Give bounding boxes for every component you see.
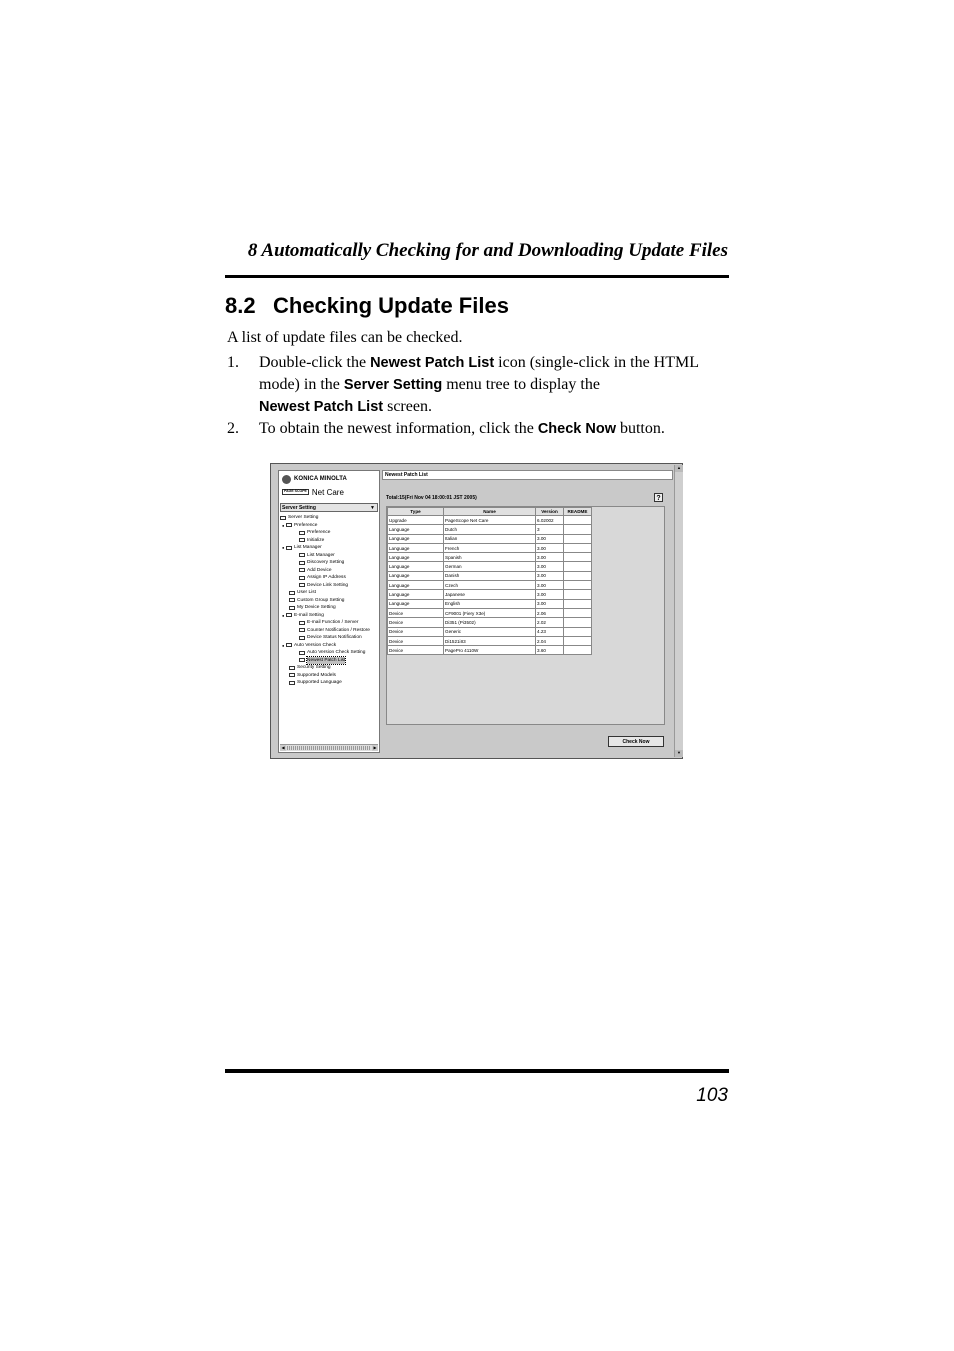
table-cell: 2.02: [536, 618, 564, 627]
table-cell: Language: [388, 581, 444, 590]
step-text: [259, 352, 719, 418]
table-cell: [564, 543, 592, 552]
add-device-icon: [299, 568, 305, 572]
tree-item-assign-ip[interactable]: Assign IP Address: [299, 574, 346, 581]
folder-icon: [286, 546, 292, 550]
table-row[interactable]: [388, 599, 592, 608]
table-cell: English: [444, 599, 536, 608]
tree-item-supported-language[interactable]: Supported Language: [289, 679, 342, 686]
table-row[interactable]: [388, 618, 592, 627]
table-cell: Spanish: [444, 553, 536, 562]
intro-text: A list of update files can be checked.: [227, 329, 463, 346]
group-icon: [289, 598, 295, 602]
table-cell: Language: [388, 599, 444, 608]
table-cell: [564, 516, 592, 525]
scroll-left-icon[interactable]: ◀: [281, 745, 285, 750]
folder-icon: [286, 643, 292, 647]
tree-item-list-manager-group[interactable]: ● List Manager: [282, 545, 322, 550]
content-pane: [382, 470, 673, 753]
scroll-right-icon[interactable]: ▶: [373, 745, 377, 750]
tree-item-add-device[interactable]: Add Device: [299, 567, 332, 574]
table-row[interactable]: [388, 646, 592, 655]
ui-term: Check Now: [537, 421, 616, 437]
table-cell: Upgrade: [388, 516, 444, 525]
tree-item-initialize[interactable]: Initialize: [299, 537, 324, 544]
table-cell: [564, 534, 592, 543]
chevron-down-icon: ▼: [370, 505, 375, 511]
table-cell: Language: [388, 590, 444, 599]
tree-item-preference-group[interactable]: ● Preference: [282, 522, 318, 528]
step-text-part: menu tree to display the: [442, 376, 600, 393]
table-cell: [564, 627, 592, 636]
patch-table-container: [386, 506, 665, 725]
ui-term: Server Setting: [343, 377, 443, 393]
table-cell: Generic: [444, 627, 536, 636]
table-cell: Czech: [444, 581, 536, 590]
vertical-scrollbar[interactable]: [674, 465, 683, 757]
mail-icon: [299, 636, 305, 640]
table-row[interactable]: [388, 534, 592, 543]
table-cell: 3.00: [536, 599, 564, 608]
step-text-part: Double-click the: [259, 354, 371, 371]
horizontal-scrollbar[interactable]: [280, 744, 378, 751]
list-icon: [299, 553, 305, 557]
tree-item-email-function[interactable]: E-mail Function / Server: [299, 619, 358, 626]
folder-icon: [280, 516, 286, 520]
table-cell: PageScope Net Care: [444, 516, 536, 525]
product-logo: [282, 486, 344, 498]
column-header-version[interactable]: Version: [536, 508, 564, 516]
table-cell: Device: [388, 646, 444, 655]
tree-item-newest-patch-list[interactable]: Newest Patch List: [299, 657, 345, 664]
device-icon: [289, 606, 295, 610]
table-cell: [564, 553, 592, 562]
footer-rule: [225, 1069, 729, 1073]
step-number: 1.: [227, 354, 239, 371]
table-header-row: [388, 508, 592, 516]
table-cell: German: [444, 562, 536, 571]
mail-icon: [299, 628, 305, 632]
user-icon: [289, 591, 295, 595]
tree-item-user-list[interactable]: User List: [289, 589, 316, 596]
step-text-part: screen.: [383, 398, 432, 415]
table-cell: CF9001 (Fiery X3e): [444, 608, 536, 617]
table-cell: Di1521iII3: [444, 636, 536, 645]
section-number: 8.2: [225, 293, 256, 318]
expand-toggle-icon[interactable]: ●: [282, 522, 285, 528]
table-cell: 3: [536, 525, 564, 534]
table-cell: 2.04: [536, 636, 564, 645]
table-cell: 3.00: [536, 553, 564, 562]
table-cell: 3.00: [536, 581, 564, 590]
table-cell: Device: [388, 618, 444, 627]
table-cell: [564, 646, 592, 655]
pagescope-badge: PAGE SCOPE: [284, 489, 307, 494]
scroll-thumb[interactable]: [287, 746, 371, 750]
help-button[interactable]: ?: [654, 493, 663, 502]
table-cell: Dutch: [444, 525, 536, 534]
expand-toggle-icon[interactable]: ●: [282, 612, 285, 618]
table-row[interactable]: [388, 516, 592, 525]
ui-term: Newest Patch List: [370, 355, 495, 371]
tree-item-auto-version-group[interactable]: ● Auto Version Check: [282, 642, 337, 648]
table-cell: 4.23: [536, 627, 564, 636]
brand-name: KONICA MINOLTA: [294, 476, 347, 482]
scroll-up-icon[interactable]: ▲: [675, 465, 683, 472]
step-text-part: icon (single-click in the HTML mode) in the: [259, 354, 699, 393]
scroll-down-icon[interactable]: ▼: [675, 750, 683, 757]
tree-item-discovery-setting[interactable]: Discovery Setting: [299, 559, 344, 566]
tree-item-email-group[interactable]: ● E-mail Setting: [282, 612, 324, 618]
tree-item-preference[interactable]: Preference: [299, 529, 330, 536]
tree-item-server-setting[interactable]: Server Setting: [280, 514, 318, 521]
tree-item-my-device[interactable]: My Device Setting: [289, 604, 336, 611]
expand-toggle-icon[interactable]: ●: [282, 642, 285, 648]
patch-table: [387, 507, 592, 655]
table-row[interactable]: [388, 553, 592, 562]
column-header-readme[interactable]: README: [564, 508, 592, 516]
table-cell: Language: [388, 525, 444, 534]
printer-icon: [289, 673, 295, 677]
screenshot-figure: [270, 463, 683, 759]
key-icon: [289, 666, 295, 670]
step-text-part: To obtain the newest information, click the: [259, 420, 538, 437]
panel-title: Newest Patch List: [382, 470, 673, 480]
brand-logo: [282, 473, 347, 485]
table-row[interactable]: [388, 562, 592, 571]
discovery-icon: [299, 561, 305, 565]
folder-icon: [286, 523, 292, 527]
step-number: 2.: [227, 420, 239, 437]
table-row[interactable]: [388, 525, 592, 534]
table-cell: Language: [388, 553, 444, 562]
table-cell: [564, 618, 592, 627]
step-text: [259, 418, 719, 440]
tree-item-device-status[interactable]: Device Status Notification: [299, 634, 362, 641]
menu-dropdown[interactable]: [280, 503, 378, 512]
table-cell: Device: [388, 627, 444, 636]
table-cell: [564, 608, 592, 617]
table-cell: 3.00: [536, 590, 564, 599]
table-cell: 6.02002: [536, 516, 564, 525]
tree-item-device-link[interactable]: Device Link Setting: [299, 582, 348, 589]
expand-toggle-icon[interactable]: ●: [282, 545, 285, 550]
tree-item-list-manager[interactable]: List Manager: [299, 552, 335, 559]
initialize-icon: [299, 538, 305, 542]
step-text-part: button.: [615, 420, 665, 437]
check-now-button[interactable]: Check Now: [608, 736, 664, 747]
settings-page-icon: [299, 531, 305, 535]
table-cell: Language: [388, 534, 444, 543]
table-cell: Di351 (Pi3502): [444, 618, 536, 627]
column-header-name[interactable]: Name: [444, 508, 536, 516]
table-cell: Device: [388, 608, 444, 617]
table-cell: Device: [388, 636, 444, 645]
table-cell: [564, 581, 592, 590]
page-number: 103: [696, 1085, 728, 1106]
section-heading: [225, 293, 509, 319]
product-name: Net Care: [311, 487, 344, 497]
table-cell: 3.60: [536, 646, 564, 655]
table-cell: French: [444, 543, 536, 552]
link-icon: [299, 583, 305, 587]
table-cell: Danish: [444, 571, 536, 580]
table-row[interactable]: [388, 581, 592, 590]
table-cell: 3.00: [536, 534, 564, 543]
mail-icon: [299, 621, 305, 625]
table-cell: 2.06: [536, 608, 564, 617]
table-cell: Language: [388, 543, 444, 552]
menu-pane: [278, 470, 380, 753]
menu-dropdown-value: Server Setting: [282, 505, 316, 511]
globe-icon: [289, 681, 295, 685]
table-cell: 3.00: [536, 562, 564, 571]
section-title: Checking Update Files: [273, 293, 509, 318]
table-row[interactable]: [388, 608, 592, 617]
tree-item-counter-notification[interactable]: Counter Notification / Restore: [299, 627, 370, 634]
table-cell: 3.00: [536, 543, 564, 552]
table-cell: Language: [388, 571, 444, 580]
tree-item-security[interactable]: Security Setting: [289, 664, 331, 671]
column-header-type[interactable]: Type: [388, 508, 444, 516]
settings-page-icon: [299, 651, 305, 655]
table-cell: 3.00: [536, 571, 564, 580]
table-cell: [564, 599, 592, 608]
table-cell: Language: [388, 562, 444, 571]
table-row[interactable]: [388, 571, 592, 580]
tree-item-auto-version-setting[interactable]: Auto Version Check Setting: [299, 649, 365, 656]
header-rule: [225, 275, 729, 278]
tree-item-supported-models[interactable]: Supported Models: [289, 672, 336, 679]
konica-minolta-logo-icon: [282, 475, 291, 484]
folder-icon: [286, 613, 292, 617]
total-status: Total:15(Fri Nov 04 18:00:01 JST 2005): [386, 495, 477, 501]
table-cell: [564, 590, 592, 599]
table-cell: Italian: [444, 534, 536, 543]
table-row[interactable]: [388, 627, 592, 636]
table-row[interactable]: [388, 590, 592, 599]
table-cell: [564, 636, 592, 645]
table-cell: Japanese: [444, 590, 536, 599]
table-cell: [564, 525, 592, 534]
ui-term: Newest Patch List: [259, 399, 384, 415]
table-cell: [564, 562, 592, 571]
patch-list-icon: [299, 658, 305, 662]
table-cell: PagePro 4110W: [444, 646, 536, 655]
tree-item-custom-group[interactable]: Custom Group Setting: [289, 597, 344, 604]
table-cell: [564, 571, 592, 580]
table-row[interactable]: [388, 636, 592, 645]
chapter-header: 8 Automatically Checking for and Downloading Update Files: [247, 240, 728, 261]
table-row[interactable]: [388, 543, 592, 552]
ip-address-icon: [299, 576, 305, 580]
